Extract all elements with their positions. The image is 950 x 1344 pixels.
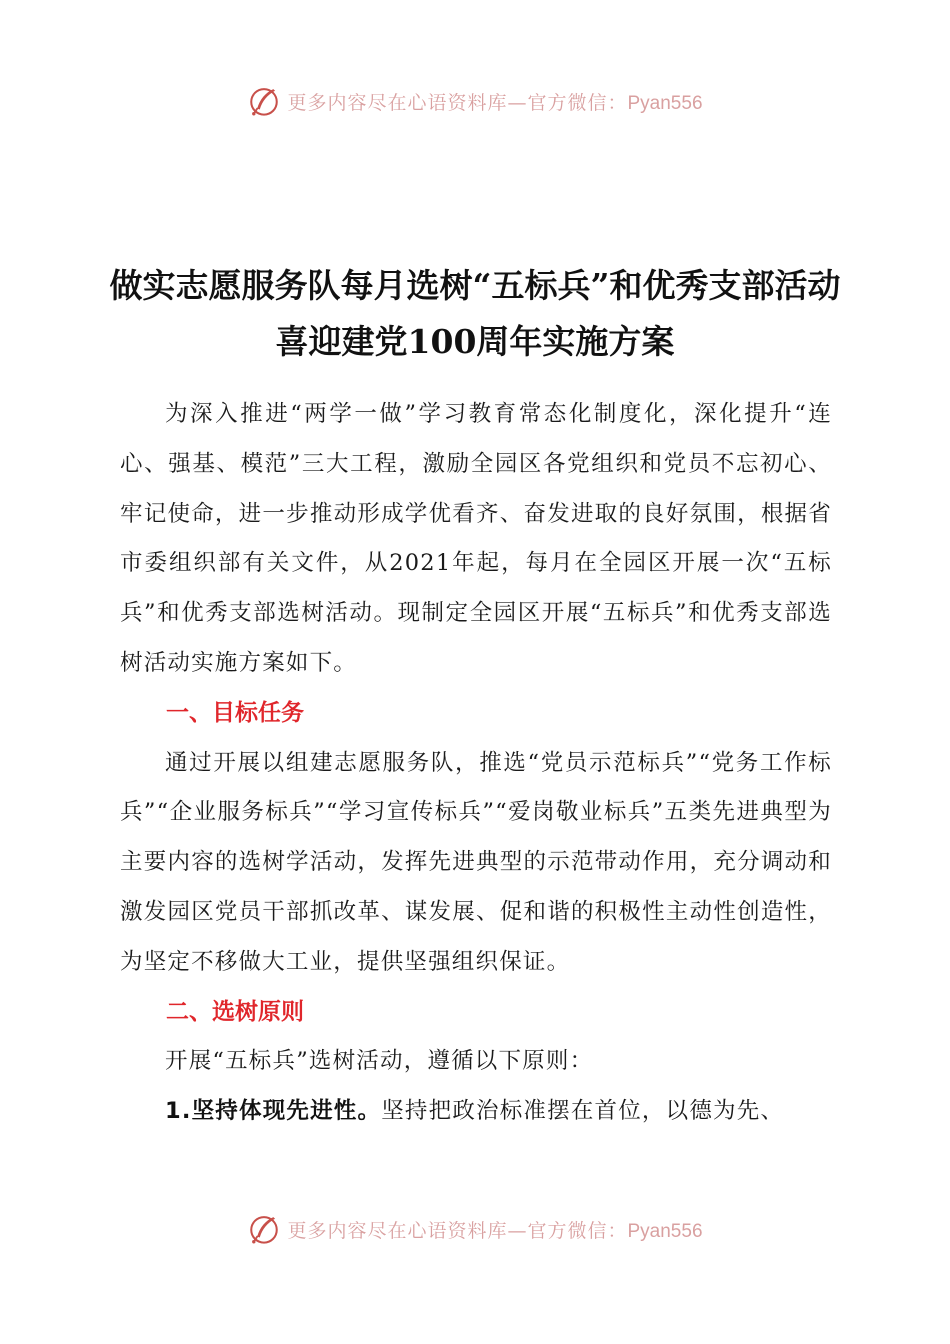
principle-item-lead: 1.坚持体现先进性。	[165, 1098, 382, 1125]
section-heading-principles: 二、选树原则	[166, 998, 304, 1025]
section-body-goals: 通过开展以组建志愿服务队，推选“党员示范标兵”“党务工作标兵”“企业服务标兵”“学习宣传标兵”“爱岗敬业标兵”五类先进典型为主要内容的选树学活动，发挥先进典型的示范带动作用，充分调动和激发园区党员干部抓改革、谋发展、促和谐的积极性主动性创造性，为坚定不移做大工业，提供坚强组织保证。	[120, 749, 832, 975]
principle-item-text: 坚持把政治标准摆在首位，以德为先、	[381, 1098, 785, 1125]
watermark-label: 更多内容尽在心语资料库—官方微信：	[287, 91, 628, 114]
footer-watermark	[0, 1212, 950, 1246]
watermark-wechat-id: Pyan556	[627, 1220, 703, 1242]
header-watermark	[0, 84, 950, 118]
watermark-text	[287, 1216, 702, 1243]
document-title: 做实志愿服务队每月选树“五标兵”和优秀支部活动喜迎建党100周年实施方案	[109, 266, 841, 361]
section-body-principles: 开展“五标兵”选树活动，遵循以下原则：	[165, 1048, 594, 1075]
section-heading-goals: 一、目标任务	[166, 699, 304, 726]
intro-paragraph: 为深入推进“两学一做”学习教育常态化制度化，深化提升“连心、强基、模范”三大工程，激励全园区各党组织和党员不忘初心、牢记使命，进一步推动形成学优看齐、奋发进取的良好氛围，根据省市委组织部有关文件，从2021年起，每月在全园区开展一次“五标兵”和优秀支部选树活动。现制定全园区开展“五标兵”和优秀支部选树活动实施方案如下。	[120, 401, 832, 676]
watermark-label: 更多内容尽在心语资料库—官方微信：	[287, 1219, 628, 1242]
watermark-wechat-id: Pyan556	[627, 92, 703, 114]
feather-pen-logo-icon	[247, 1212, 281, 1246]
document-body	[120, 390, 832, 1137]
watermark-text	[287, 88, 702, 115]
feather-pen-logo-icon	[247, 84, 281, 118]
principle-item	[120, 1087, 832, 1137]
